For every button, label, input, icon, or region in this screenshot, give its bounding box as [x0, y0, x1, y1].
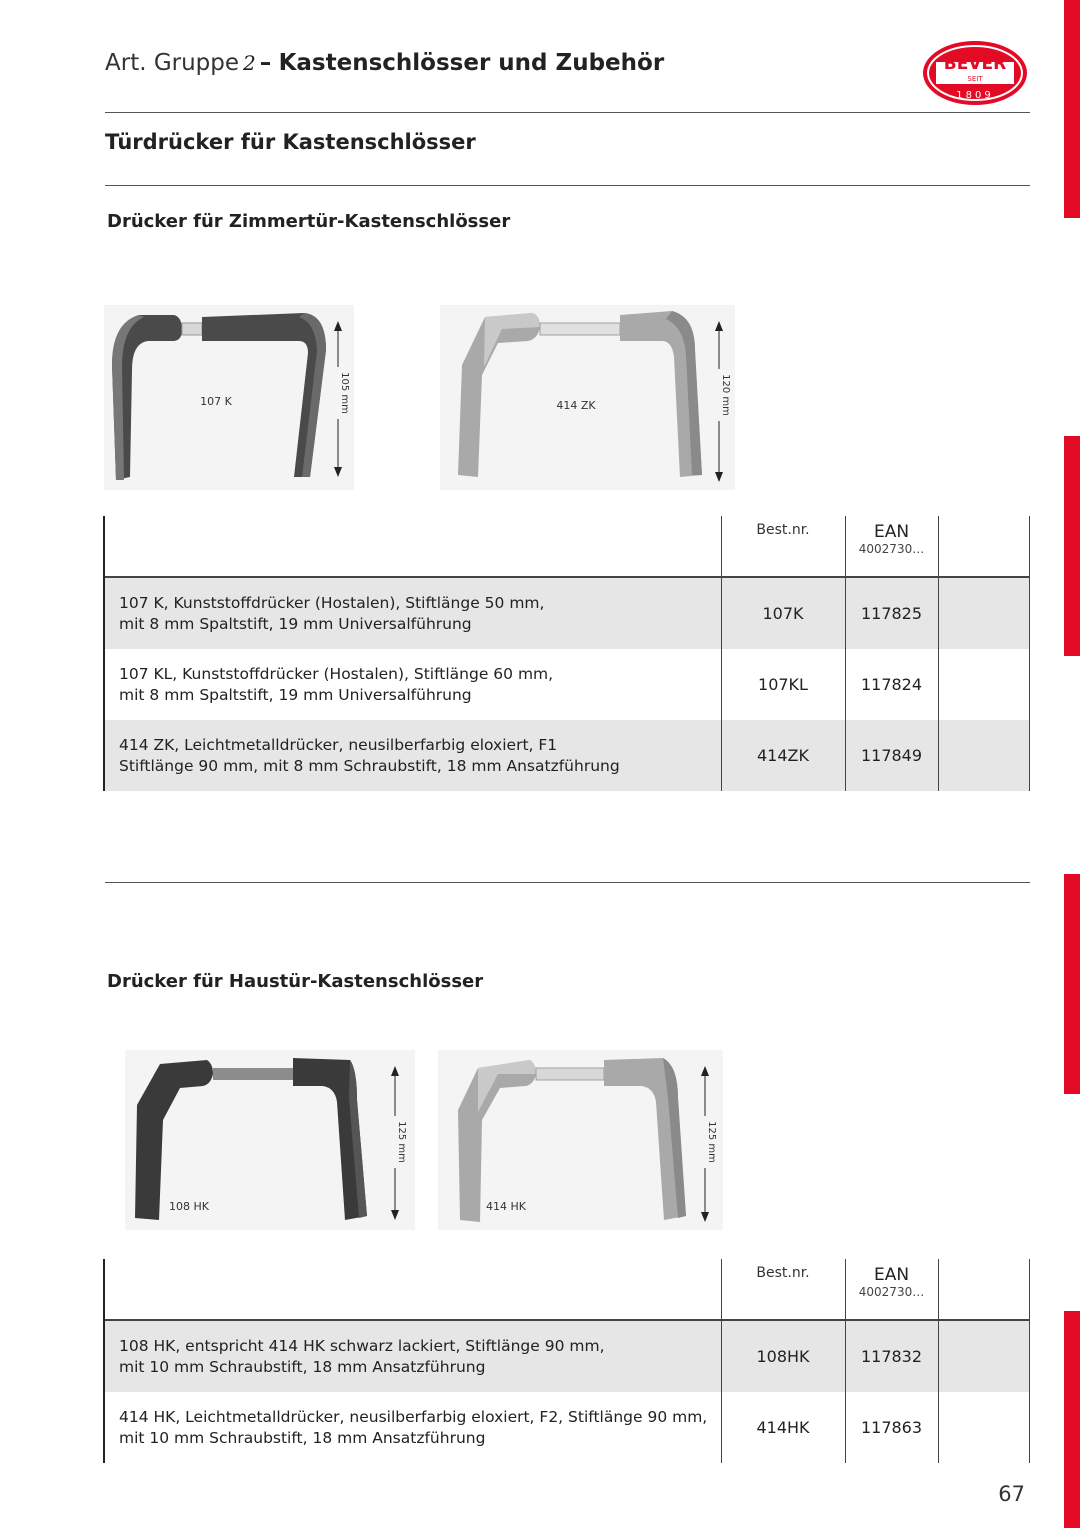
svg-text:SEIT: SEIT: [967, 75, 983, 83]
mid-divider: [105, 882, 1030, 883]
header-best-cell: [721, 516, 845, 577]
group-number: 2: [243, 51, 256, 75]
table-row: [104, 578, 1029, 649]
zimmer-title: Drücker für Zimmertür-Kastenschlösser: [107, 211, 511, 232]
header-empty-cell: [938, 516, 1029, 577]
section-divider: [105, 185, 1030, 186]
row-ean: 117849: [845, 720, 938, 791]
side-tab-4: [1064, 1311, 1080, 1528]
handle-414hk-image: [438, 1050, 723, 1230]
row-description: 107 KL, Kunststoffdrücker (Hostalen), Stiftlänge 60 mm, mit 8 mm Spaltstift, 19 mm Universalführung: [104, 649, 721, 720]
row-ean: 117824: [845, 649, 938, 720]
haus-table: [103, 1259, 1030, 1463]
row-description: 107 K, Kunststoffdrücker (Hostalen), Stiftlänge 50 mm, mit 8 mm Spaltstift, 19 mm Universalführung: [104, 578, 721, 649]
row-description: 414 HK, Leichtmetalldrücker, neusilberfarbig eloxiert, F2, Stiftlänge 90 mm, mit 10 mm Schraubstift, 18 mm Ansatzführung: [104, 1392, 721, 1463]
section-title: Türdrücker für Kastenschlösser: [105, 130, 476, 154]
svg-text:414 ZK: 414 ZK: [556, 399, 596, 412]
row-order-number: 107KL: [721, 649, 845, 720]
group-header: [105, 50, 664, 76]
haus-title: Drücker für Haustür-Kastenschlösser: [107, 971, 484, 992]
row-ean: 117825: [845, 578, 938, 649]
header-description-cell: [104, 516, 721, 577]
svg-text:107 K: 107 K: [200, 395, 232, 408]
side-tab-2: [1064, 436, 1080, 656]
row-description: 414 ZK, Leichtmetalldrücker, neusilberfarbig eloxiert, F1 Stiftlänge 90 mm, mit 8 mm Schraubstift, 18 mm Ansatzführung: [104, 720, 721, 791]
svg-text:105 mm: 105 mm: [339, 372, 350, 414]
row-order-number: 107K: [721, 578, 845, 649]
svg-text:120 mm: 120 mm: [720, 374, 731, 416]
side-tab-3: [1064, 874, 1080, 1094]
col-ean-label: EAN: [873, 1265, 910, 1285]
header-ean-cell: [845, 516, 938, 577]
svg-text:125 mm: 125 mm: [706, 1121, 717, 1163]
table-header-row: [104, 1259, 1029, 1320]
row-order-number: 414ZK: [721, 720, 845, 791]
header-description-cell: [104, 1259, 721, 1320]
handle-108hk-image: [125, 1050, 415, 1230]
svg-text:BEVER: BEVER: [943, 54, 1007, 74]
svg-text:414 HK: 414 HK: [486, 1200, 526, 1213]
group-prefix: Art. Gruppe: [105, 50, 240, 76]
table-row: [104, 1392, 1029, 1463]
col-ean-prefix: 4002730…: [858, 1285, 925, 1299]
svg-text:1809: 1809: [956, 90, 994, 101]
bever-logo: [920, 38, 1030, 108]
page-number: 67: [998, 1482, 1025, 1506]
header-empty-cell: [938, 1259, 1029, 1320]
col-best-label: Best.nr.: [756, 522, 810, 538]
table-row: [104, 1321, 1029, 1392]
col-ean-prefix: 4002730…: [858, 542, 925, 556]
table-row: [104, 720, 1029, 791]
row-ean: 117863: [845, 1392, 938, 1463]
row-order-number: 108HK: [721, 1321, 845, 1392]
svg-text:125 mm: 125 mm: [396, 1121, 407, 1163]
header-ean-cell: [845, 1259, 938, 1320]
header-best-cell: [721, 1259, 845, 1320]
svg-text:108 HK: 108 HK: [169, 1200, 209, 1213]
col-ean-label: EAN: [873, 522, 910, 542]
table-row: [104, 649, 1029, 720]
col-best-label: Best.nr.: [756, 1265, 810, 1281]
header-divider: [105, 112, 1030, 113]
row-description: 108 HK, entspricht 414 HK schwarz lackiert, Stiftlänge 90 mm, mit 10 mm Schraubstift, 18 mm Ansatzführung: [104, 1321, 721, 1392]
zimmer-table: [103, 516, 1030, 791]
handle-414zk-image: [440, 305, 735, 490]
handle-107k-image: [104, 305, 354, 490]
group-dash: –: [259, 50, 272, 76]
row-ean: 117832: [845, 1321, 938, 1392]
row-order-number: 414HK: [721, 1392, 845, 1463]
side-tab-1: [1064, 0, 1080, 218]
table-header-row: [104, 516, 1029, 577]
group-title: Kastenschlösser und Zubehör: [278, 50, 665, 76]
